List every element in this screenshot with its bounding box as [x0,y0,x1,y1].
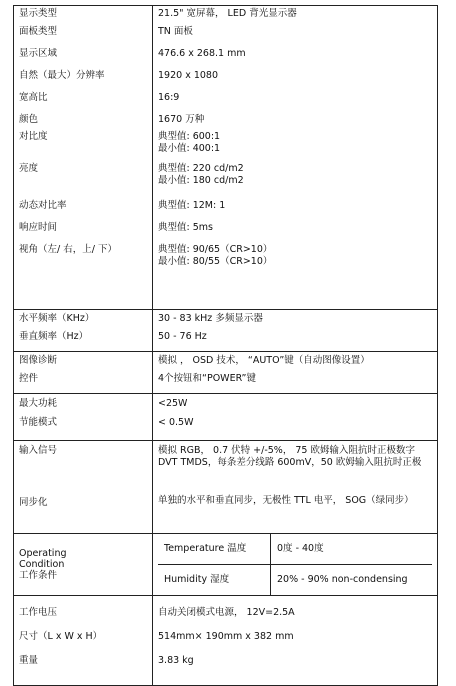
table-row [14,534,438,596]
label-input-signal: 输入信号 [19,445,58,456]
label-diagnostics: 图像诊断 [19,355,58,366]
label-brightness: 亮度 [19,163,39,174]
label-display-type: 显示类型 [19,8,58,19]
table-row [14,596,438,686]
value-viewing-min: 最小值: 80/55（CR>10） [158,256,273,267]
value-input-signal: 模拟 RGB， 0.7 伏特 +/-5%， 75 欧姆输入阻抗时正极数字 DVT TMDS，每条差分线路 600mV，50 欧姆输入阻抗时正极 [158,445,422,468]
label-v-freq: 垂直频率（Hz） [19,331,89,342]
value-colors: 1670 万种 [158,114,205,125]
display-values [153,6,438,310]
spec-sheet [13,5,438,666]
label-resolution: 自然（最大）分辨率 [19,70,105,81]
label-sync: 同步化 [19,497,48,508]
value-brightness-typ: 典型值: 220 cd/m2 [158,163,244,174]
label-response-time: 响应时间 [19,222,58,233]
value-diagnostics: 模拟 ， OSD 技术， “AUTO”键（自动图像设置） [158,355,370,366]
power-values [153,394,438,441]
value-dynamic-contrast: 典型值: 12M: 1 [158,200,226,211]
condition-subtable [158,534,432,595]
diag-labels [14,352,153,394]
power-labels [14,394,153,441]
condition-values [153,534,438,596]
table-row [158,534,432,565]
label-humidity: Humidity 湿度 [158,565,271,596]
label-max-power: 最大功耗 [19,398,58,409]
input-labels [14,441,153,534]
value-response-time: 典型值: 5ms [158,222,213,233]
label-controls: 控件 [19,373,39,384]
value-sync: 单独的水平和垂直同步，无极性 TTL 电平， SOG（绿同步） [158,495,414,506]
value-weight: 3.83 kg [158,655,194,666]
label-temperature: Temperature 温度 [158,534,271,565]
value-brightness-min: 最小值: 180 cd/m2 [158,175,244,186]
value-aspect-ratio: 16:9 [158,92,180,103]
table-row [14,441,438,534]
value-dimensions: 514mm× 190mm x 382 mm [158,631,294,642]
value-power-save: < 0.5W [158,417,194,428]
label-dimensions: 尺寸（L x W x H） [19,631,103,642]
condition-labels [14,534,153,596]
label-power-save: 节能模式 [19,417,58,428]
value-controls: 4个按钮和“POWER”键 [158,373,256,384]
value-max-power: <25W [158,398,188,409]
label-operating: Operating [19,548,67,559]
table-row [14,352,438,394]
value-temperature: 0度 - 40度 [271,534,433,565]
label-voltage: 工作电压 [19,607,58,618]
table-row [14,6,438,310]
value-display-type: 21.5" 宽屏幕， LED 背光显示器 [158,8,297,19]
label-colors: 颜色 [19,114,39,125]
label-display-area: 显示区域 [19,48,58,59]
label-condition: Condition [19,559,65,570]
frequency-values [153,310,438,352]
label-viewing-angle: 视角（左/ 右，上/ 下） [19,244,117,255]
value-viewing-typ: 典型值: 90/65（CR>10） [158,244,273,255]
input-values [153,441,438,534]
value-display-area: 476.6 x 268.1 mm [158,48,246,59]
value-panel-type: TN 面板 [158,26,193,37]
table-row [14,310,438,352]
label-h-freq: 水平频率（KHz） [19,313,95,324]
label-aspect-ratio: 宽高比 [19,92,48,103]
table-row [158,565,432,596]
label-contrast: 对比度 [19,131,48,142]
display-labels [14,6,153,310]
value-humidity: 20% - 90% non-condensing [277,574,408,585]
diag-values [153,352,438,394]
spec-table [13,5,438,686]
value-h-freq: 30 - 83 kHz 多频显示器 [158,313,263,324]
label-work-condition: 工作条件 [19,570,58,581]
physical-values [153,596,438,686]
label-panel-type: 面板类型 [19,26,58,37]
value-contrast-typ: 典型值: 600:1 [158,131,221,142]
value-contrast-min: 最小值: 400:1 [158,143,221,154]
physical-labels [14,596,153,686]
label-weight: 重量 [19,655,39,666]
value-resolution: 1920 x 1080 [158,70,219,81]
value-voltage: 自动关闭模式电源， 12V=2.5A [158,607,295,618]
label-dynamic-contrast: 动态对比率 [19,200,67,211]
frequency-labels [14,310,153,352]
table-row [14,394,438,441]
value-v-freq: 50 - 76 Hz [158,331,207,342]
